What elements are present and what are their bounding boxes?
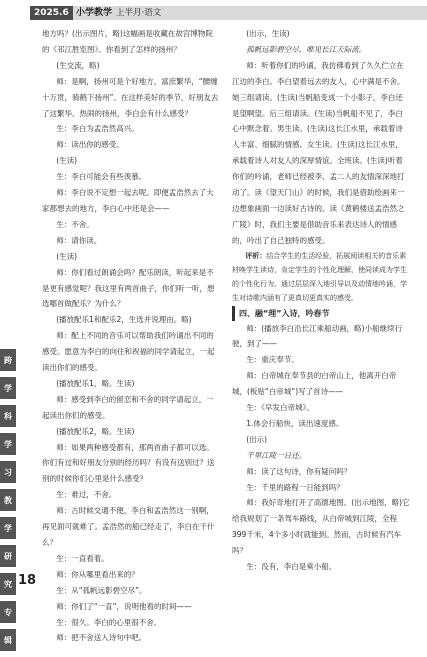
paragraph: 师：古时候交通不便，李白和孟浩然这一别啊，再见面可就难了。孟浩然的船已经走了，李白在干什么？ xyxy=(42,506,215,547)
paragraph: 师：配上不同的音乐可以帮助我们吟诵出不同的感受。愿意为李白的向往和祝福的同学请起立，一起读出你们的感受。 xyxy=(42,331,215,373)
header-date: 2025.6 xyxy=(30,6,73,20)
paragraph: 师：李白说不定想一起去呢。即便孟浩然去了大家都想去的地方，李白心中还是会—— xyxy=(42,188,214,213)
left-column xyxy=(42,26,220,646)
paragraph: 地方吗？(出示图片，略)这幅画是收藏在故宫博物院的《邗江胜览图》。你看到了怎样的扬州？ xyxy=(42,29,213,54)
side-tab: 习 xyxy=(0,461,16,483)
paragraph: (生读) xyxy=(56,251,78,261)
page-number: 18 xyxy=(18,573,37,588)
side-tab: 学 xyxy=(0,433,16,455)
paragraph: 师：我好奇地打开了高德地图。(出示地图，略)它给我规划了一条驾车路线，从白帝城到江陵，全程399千米，4个多小时就能到。然而，古时候有汽车吗？ xyxy=(232,498,410,556)
paragraph: 生：李白为孟浩然高兴。 xyxy=(56,124,139,134)
paragraph: (生读) xyxy=(56,156,78,166)
paragraph: (出示) xyxy=(246,434,268,444)
paragraph: 师：读出你的感受。 xyxy=(56,140,124,150)
paragraph: (生交流，略) xyxy=(56,60,100,70)
paragraph xyxy=(232,249,410,306)
paragraph: (出示，生读) xyxy=(246,29,290,38)
section-heading: 四、融“理”入诗，吟春节 xyxy=(232,306,410,321)
paragraph: 孤帆远影碧空尽，唯见长江天际流。 xyxy=(246,44,367,54)
side-tab: 辑 xyxy=(0,629,16,651)
paragraph: 师：读了这句诗，你有疑问吗？ xyxy=(246,466,352,476)
paragraph: 生：没有，李白是乘小船。 xyxy=(246,562,337,572)
paragraph: 生：重庆奉节。 xyxy=(246,355,299,365)
paragraph: 生：李白可能会有些羡慕。 xyxy=(56,172,147,182)
paragraph: 师：请你读。 xyxy=(56,235,102,245)
paragraph: 师：感受到李白的留恋和不舍的同学请起立，一起读出你们的感受。 xyxy=(42,394,214,420)
paragraph: 生：从“孤帆远影碧空尽”。 xyxy=(56,585,147,595)
side-tab: 教 xyxy=(0,489,16,511)
paragraph: 生：一直看着。 xyxy=(56,553,109,563)
paragraph: 师：是啊，扬州可是个好地方，富庶繁华，“腰缠十万贯，骑鹤下扬州”。在这样美好的季节，好朋友去了这繁华、热闹的扬州，李白会有什么感受？ xyxy=(42,76,219,118)
comment-text: 结合学生的生活经验，拓展阅读相关的音乐素材唤学生读诗，肯定学生的个性化理解，使同读成为学生的个性化行为。通过层层深入地引导以及动情地吟诵，学生对诗歌内涵有了更真切更真实的感受。 xyxy=(232,251,407,303)
side-tab-strip xyxy=(0,349,16,657)
side-tab: 科 xyxy=(0,405,16,427)
right-column xyxy=(232,26,410,575)
paragraph: 生：千里的路程一日能到吗？ xyxy=(246,482,344,492)
side-tab: 学 xyxy=(0,377,16,399)
paragraph: 师：你从哪里看出来的？ xyxy=(56,569,139,579)
paragraph: 师：如果两种感受都有，那两首曲子都可以选。你们有过和好朋友分别的经历吗？有没有送别过？送别的时候你们心里是什么感受？ xyxy=(42,442,215,484)
magazine-title: 小学教学 xyxy=(76,8,113,18)
paragraph: 生：很久。李白的心里很不舍。 xyxy=(56,617,162,627)
side-tab: 跨 xyxy=(0,349,16,371)
paragraph: 生：不舍。 xyxy=(56,219,94,229)
paragraph: 师：你们了“一直”，说明他看的时间—— xyxy=(56,601,192,611)
paragraph: 师：把不舍送入诗句中吧。 xyxy=(56,633,147,643)
paragraph: (播放配乐2，略。生读) xyxy=(56,426,135,436)
paragraph: 师：白帝城在奉节县的白帝山上，他离开白帝城，(板贴“白帝城”)写了首诗—— xyxy=(232,371,397,397)
side-tab: 专 xyxy=(0,601,16,623)
side-tab: 学 xyxy=(0,517,16,539)
side-tab: 究 xyxy=(0,573,16,595)
issue-label: 上半月·语文 xyxy=(116,8,162,18)
paragraph: (播放配乐1，略。生读) xyxy=(56,378,135,388)
paragraph: 千里江陵一日还。 xyxy=(246,450,307,460)
comment-label: 评析： xyxy=(245,251,267,260)
paragraph: 生：《早发白帝城》。 xyxy=(246,403,314,413)
paragraph: 师：你们看过朗诵会吗？配乐朗读，听起来是不是更有感觉呢？我这里有两首曲子，你们听一听，想选哪首做配乐？为什么？ xyxy=(42,267,215,309)
paragraph: 1.体会行船快，读出速度感。 xyxy=(246,418,344,428)
paragraph: 师：(播放李白沿长江乘船动画，略)小船继续行驶，到了—— xyxy=(232,323,403,349)
paragraph: (播放配乐1和配乐2，生选并说理由。略) xyxy=(56,315,192,325)
paragraph: 师：听着你们的吟诵，我仿佛看到了久久伫立在江边的李白。李白望着远去的友人，心中满是不舍。她三组请读。(生读)当帆船变成一个小影子，李白还是望啊望。后三组请读。(生读)当帆船不见了，李白心中默念着。男生读。(生读)这长江水里，承载着诗人丰富、细腻的情感。女生读。(生读)这长江水里，承载着诗人对友人的深厚情谊。全班读。(生读)听着你们的吟诵，老师已经被李、孟二人的友情深深地打动了。读《望天门山》的时候，我们是借助绘画来一边想象画面一边读好古诗的。读《黄鹤楼送孟浩然之广陵》时，我们主要是借助音乐来表达诗人的情感的，吟出了自己独特的感受。 xyxy=(232,60,405,245)
side-tab: 研 xyxy=(0,545,16,567)
paragraph: 生：难过，不舍。 xyxy=(56,490,117,500)
